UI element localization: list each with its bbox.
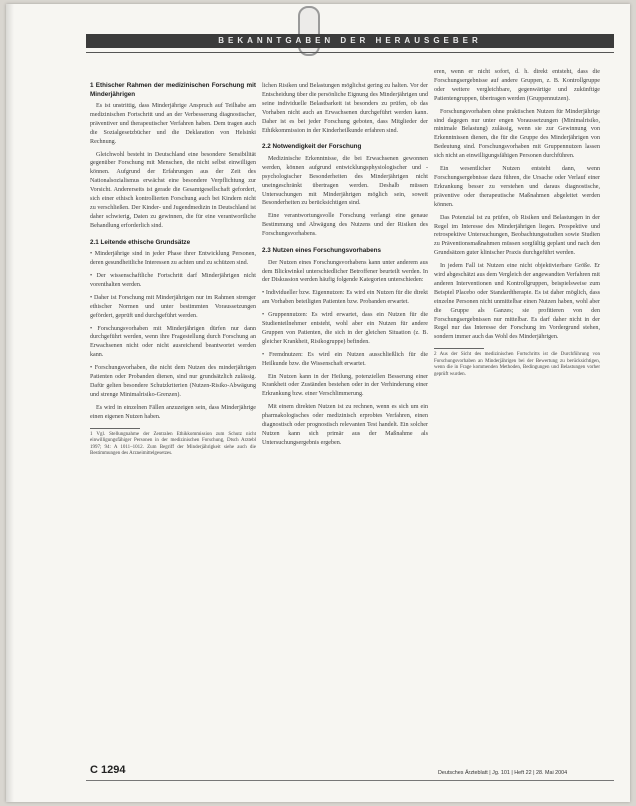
footnote-rule	[434, 348, 484, 349]
page-number: C 1294	[90, 764, 126, 776]
paragraph: Eine verantwortungsvolle Forschung verlangt eine genaue Bestimmung und Abwägung des Nutzens und der Risiken des Forschungsvorhabens.	[262, 213, 428, 238]
bullet-item: • Fremdnutzen: Es wird ein Nutzen ausschließlich für die Heilkunde bzw. die Wissenschaft erwartet.	[262, 351, 428, 367]
subsection-heading: 2.2 Notwendigkeit der Forschung	[262, 143, 362, 151]
paragraph: Es ist unstrittig, dass Minderjährige Anspruch auf Teilhabe am medizinischen Fortschritt und an der Verbesserung diagnostischer, präventiver und therapeutischer Verfahren haben. Dem tragen auch die Sozialgesetzbücher und die Deklaration von Helsinki Rechnung.	[90, 103, 256, 145]
paragraph: Medizinische Erkenntnisse, die bei Erwachsenen gewonnen werden, können aufgrund entwicklungsphysiologischer und -psychologischer Besonderheiten des Minderjährigen nicht uneingeschränkt übertragen werden. Deshalb müssen Untersuchungen mit Minderjährigen möglich sein, soweit Besonderheiten zu berücksichtigen sind.	[262, 155, 428, 207]
subsection-heading: 2.1 Leitende ethische Grundsätze	[90, 238, 191, 246]
document-page	[6, 4, 630, 802]
bullet-item: • Forschungsvorhaben mit Minderjährigen dürfen nur dann durchgeführt werden, wenn ihre Fragestellung durch Forschung an Erwachsenen nicht oder nicht ausreichend beantwortet werden kann.	[90, 325, 256, 359]
section-banner: BEKANNTGABEN DER HERAUSGEBER	[86, 34, 614, 48]
bullet-item: • Minderjährige sind in jeder Phase ihrer Entwicklung Personen, deren gesundheitliche Interessen zu achten und zu schützen sind.	[90, 251, 256, 267]
banner-rule	[86, 52, 614, 53]
bullet-item: • Gruppennutzen: Es wird erwartet, dass ein Nutzen für die Studienteilnehmer entsteht, wohl aber ein Nutzen für andere Gruppen von Patienten, die sich in der gleichen Situation (z. B. gleicher Krankheit, Risikogruppe) befinden.	[262, 312, 428, 345]
paragraph: Es wird in einzelnen Fällen anzuzeigen sein, dass Minderjährige einen eigenen Nutzen haben.	[90, 404, 256, 420]
paragraph: In jedem Fall ist Nutzen eine nicht objektivierbare Größe. Er wird abgeschätzt aus dem Vergleich der angewandten Verfahren mit anderen Interventionen und Kontrollgruppen, beispielsweise zum Beispiel Placebo oder Standardtherapie. Es ist daher möglich, dass einzelne Personen nicht unmittelbar einen Nutzen haben, wohl aber die Gruppe als Ganzes; sie profitieren von den Forschungsergebnissen nur mittelbar. Es darf daher nicht in der Regel nur das Interesse der Forschung im Vordergrund stehen, sondern immer auch das Wohl des Minderjährigen.	[434, 263, 600, 341]
paragraph: Forschungsvorhaben ohne praktischen Nutzen für Minderjährige sind dagegen nur unter engen Voraussetzungen (Minimalrisiko, minimale Belastung) zulässig, wenn sie zur Gewinnung von Erkenntnissen dienen, die für die Gruppe des Minderjährigen von Bedeutung sind. Forschungsvorhaben mit Gruppennutzen lassen sich nicht an einwilligungsfähigen Personen durchführen.	[434, 108, 600, 160]
paragraph: eren, wenn er nicht sofort, d. h. direkt entsteht, dass die Forschungsergebnisse auf andere Gruppen, z. B. Kontrollgruppe oder weitere vergleichbare, gegenwärtige und zukünftige Patientengruppen, übertragen werden (Gruppennutzen).	[434, 69, 600, 102]
bullet-item: • Der wissenschaftliche Fortschritt darf Minderjährigen nicht vorenthalten werden.	[90, 273, 256, 288]
page-edge-shadow	[6, 4, 14, 802]
journal-reference: Deutsches Ärzteblatt | Jg. 101 | Heft 22 | 28. Mai 2004	[438, 770, 568, 776]
footnote: 1 Vgl. Stellungnahme der Zentralen Ethikkommission zum Schutz nicht einwilligungsfähiger Personen in der medizinischen Forschung, Dtsch Arztebl 1997; 94: A 1011–1012. Zum Begriff der Minderjährigkeit siehe auch die Bestimmungen des Arzneimittelgesetzes.	[90, 431, 256, 457]
bullet-item: • Individueller bzw. Eigennutzen: Es wird ein Nutzen für die direkt am Vorhaben beteiligten Patienten bzw. Probanden erwartet.	[262, 290, 428, 306]
column-middle	[262, 82, 428, 452]
bullet-item: • Daher ist Forschung mit Minderjährigen nur im Rahmen strenger ethischer Normen und unter bestimmten Voraussetzungen gefördert, geprüft und durchgeführt werden.	[90, 294, 256, 319]
paragraph: Mit einem direkten Nutzen ist zu rechnen, wenn es sich um ein pharmakologisches oder medizinisch erprobtes Verfahren, einen diagnostisch oder prognostisch relevanten Test handelt. Ein solcher Nutzen kann sich primär aus der Maßnahme als Untersuchungsergebnis ergeben.	[262, 404, 428, 446]
section-heading: 1 Ethischer Rahmen der medizinischen Forschung mit Minderjährigen	[90, 82, 256, 98]
footer-rule	[86, 780, 614, 781]
paragraph: lichen Risiken und Belastungen möglichst gering zu halten. Vor der Entscheidung über die persönliche Eignung des Minderjährigen und seine individuelle Belastbarkeit ist besonders zu prüfen, ob das Vorhaben nicht auch an Erwachsenen durchgeführt werden kann. Daher ist es bei jeder Forschung geboten, dass Mitglieder der Ethikkommission in der Kinderheilkunde erfahren sind.	[262, 83, 429, 134]
paragraph: Der Nutzen eines Forschungsvorhabens kann unter anderem aus dem Blickwinkel unterschiedlicher Betroffener beurteilt werden. In der Diskussion werden häufig folgende Kategorien unterschieden:	[262, 259, 428, 284]
column-left	[90, 82, 256, 458]
subsection-heading: 2.3 Nutzen eines Forschungsvorhabens	[262, 247, 381, 255]
paragraph: Ein wesentlicher Nutzen entsteht dann, wenn Forschungsergebnisse dazu führen, die Ursache oder Verlauf einer Erkrankung besser zu verstehen und daraus diagnostische, präventive oder therapeutische Maßnahmen abgeleitet werden können.	[434, 166, 600, 208]
footnote: 2 Aus der Sicht des medizinischen Fortschritts ist die Durchführung von Forschungsvorhaben an Minderjährigen bei der Bewertung zu berücksichtigen, wenn die in Frage kommenden Methoden, Bedingungen und Belastungen vorher geprüft wurden.	[434, 352, 600, 378]
column-right	[434, 68, 600, 379]
binder-clip	[298, 6, 320, 56]
paragraph: Ein Nutzen kann in der Heilung, potenziellen Besserung einer Krankheit oder Zuständen bestehen oder in der Verhinderung einer Erkrankung bzw. einer Verschlimmerung.	[262, 373, 428, 398]
footnote-rule	[90, 428, 140, 429]
paragraph: Das Potenzial ist zu prüfen, ob Risiken und Belastungen in der Regel im Interesse des Minderjährigen liegen. Prospektive und retrospektive Untersuchungen, Beobachtungsstudien sowie Studien zu Präventionsmaßnahmen müssen sorgfältig geplant und nach den Grundsätzen guter klinischer Praxis durchgeführt werden.	[434, 214, 600, 257]
paragraph: Gleichwohl besteht in Deutschland eine besondere Sensibilität gegenüber Forschung mit Menschen, die nicht selbst einwilligen können. Aufgrund der Erfahrungen aus der Zeit des Nationalsozialismus erwächst eine besondere Verpflichtung zur Vorsicht. Andererseits ist gerade die Gesamtgesellschaft gefordert, sich einer ethisch kontrollierten Forschung auch bei Kindern nicht zu verschließen. Der Kinder- und Jugendmedizin in Deutschland ist daher schwierig, Daten zu gewinnen, die für eine verantwortliche Behandlung erforderlich sind.	[90, 151, 256, 229]
bullet-item: • Forschungsvorhaben, die nicht dem Nutzen des minderjährigen Patienten oder Probanden dienen, sind nur grundsätzlich zulässig. Dafür gelten besondere Schutzkriterien (Nutzen-Risiko-Abwägung und strenge Minimalrisiko-Grenzen).	[90, 365, 256, 398]
